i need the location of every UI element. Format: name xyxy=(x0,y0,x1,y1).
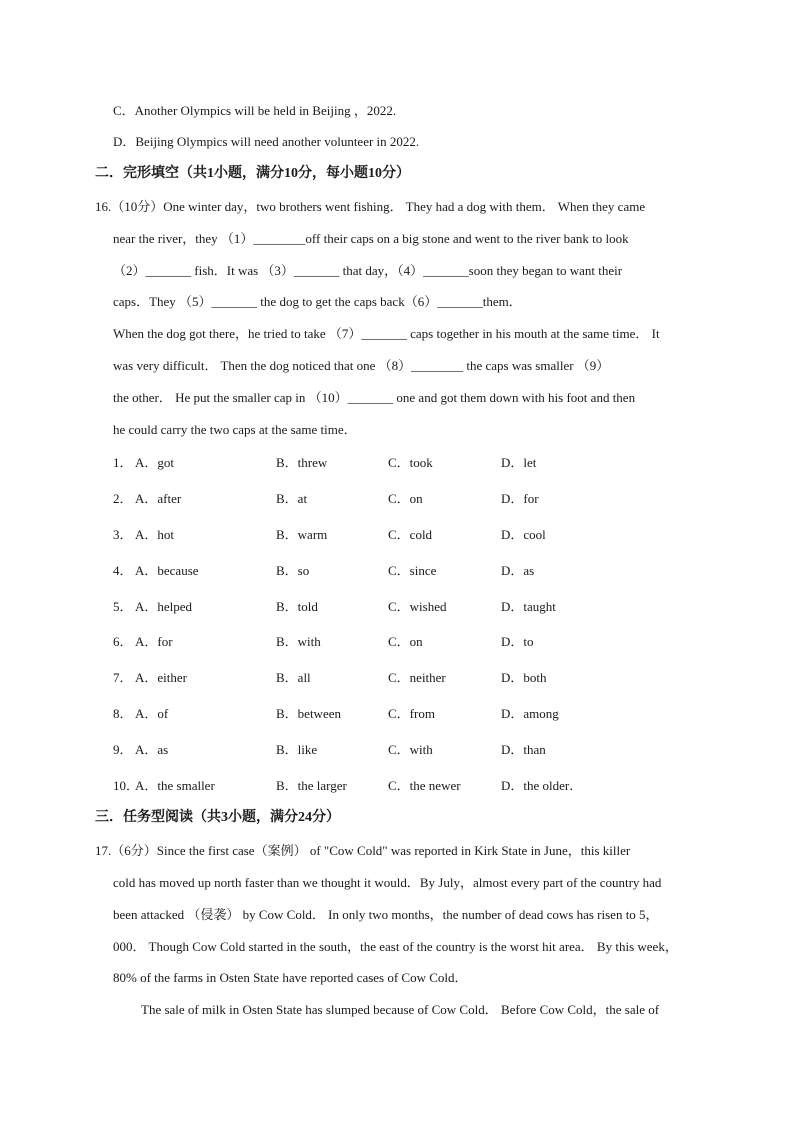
passage17-line: 80% of the farms in Osten State have reported cases of Cow Cold． xyxy=(113,970,468,985)
choice-a: A．after xyxy=(135,491,182,506)
passage16-line: near the river，they （1）________off their caps on a big stone and went to the river bank to look xyxy=(113,231,629,246)
choice-a: A．for xyxy=(135,634,173,649)
question-number: 10． xyxy=(113,778,140,793)
option-c-line: C．Another Olympics will be held in Beijing ，2022. xyxy=(113,103,397,118)
choice-b: B．the larger xyxy=(276,778,347,793)
choice-d: D．to xyxy=(501,634,534,649)
question-number: 2． xyxy=(113,491,133,506)
choice-b: B．with xyxy=(276,634,321,649)
choice-d: D．cool xyxy=(501,527,546,542)
choice-d: D．as xyxy=(501,563,535,578)
section2-heading: 二．完形填空（共1小题，满分10分，每小题10分） xyxy=(95,166,410,181)
choice-c: C．neither xyxy=(388,670,446,685)
choice-a: A．because xyxy=(135,563,199,578)
choice-c: C．cold xyxy=(388,527,433,542)
choice-b: B．so xyxy=(276,563,310,578)
question-number: 4． xyxy=(113,563,133,578)
choice-a: A．as xyxy=(135,742,169,757)
choice-a: A．helped xyxy=(135,599,193,614)
passage17-line: 000． Though Cow Cold started in the south，the east of the country is the worst hit area． By this week， xyxy=(113,939,678,954)
choice-c: C．on xyxy=(388,491,423,506)
passage16-line: caps．They （5）_______ the dog to get the caps back（6）_______them． xyxy=(113,294,522,309)
choice-b: B．threw xyxy=(276,455,328,470)
choice-c: C．the newer xyxy=(388,778,461,793)
question-number: 6． xyxy=(113,634,133,649)
choice-a: A．the smaller xyxy=(135,778,215,793)
passage16-line: When the dog got there，he tried to take （7）_______ caps together in his mouth at the same time． It xyxy=(113,326,660,341)
passage17-line: been attacked （侵袭） by Cow Cold． In only two months，the number of dead cows has risen to 5， xyxy=(113,907,659,922)
passage17-line: The sale of milk in Osten State has slumped because of Cow Cold． Before Cow Cold，the sale of xyxy=(141,1002,660,1017)
choice-d: D．than xyxy=(501,742,546,757)
choice-c: C．with xyxy=(388,742,433,757)
passage16-line: 16.（10分）One winter day，two brothers went fishing． They had a dog with them． When they came xyxy=(95,199,646,214)
choice-c: C．took xyxy=(388,455,433,470)
choice-a: A．either xyxy=(135,670,187,685)
question-number: 1． xyxy=(113,455,133,470)
passage16-line: （2）_______ fish．It was （3）_______ that day，（4）_______soon they began to want their xyxy=(113,263,623,278)
choice-b: B．between xyxy=(276,706,341,721)
choice-b: B．at xyxy=(276,491,308,506)
question-number: 3． xyxy=(113,527,133,542)
choice-d: D．for xyxy=(501,491,539,506)
choice-c: C．on xyxy=(388,634,423,649)
section3-heading: 三．任务型阅读（共3小题，满分24分） xyxy=(95,810,340,825)
passage16-line: was very difficult． Then the dog noticed that one （8）________ the caps was smaller （9） xyxy=(113,358,610,373)
question-number: 8． xyxy=(113,706,133,721)
choice-a: A．of xyxy=(135,706,169,721)
choice-a: A．got xyxy=(135,455,175,470)
choice-a: A．hot xyxy=(135,527,175,542)
choice-d: D．the older． xyxy=(501,778,583,793)
passage17-line: cold has moved up north faster than we thought it would．By July，almost every part of the country had xyxy=(113,875,662,890)
choice-b: B．told xyxy=(276,599,318,614)
choice-c: C．wished xyxy=(388,599,447,614)
choice-d: D．taught xyxy=(501,599,556,614)
option-d-line: D．Beijing Olympics will need another volunteer in 2022. xyxy=(113,134,420,149)
passage16-line: the other． He put the smaller cap in （10）_______ one and got them down with his foot and then xyxy=(113,390,636,405)
passage16-line: he could carry the two caps at the same time． xyxy=(113,422,357,437)
question-number: 7． xyxy=(113,670,133,685)
choice-d: D．among xyxy=(501,706,559,721)
choice-b: B．warm xyxy=(276,527,328,542)
choice-d: D．both xyxy=(501,670,547,685)
passage17-line: 17.（6分）Since the first case（案例） of "Cow Cold" was reported in Kirk State in June，this killer xyxy=(95,843,631,858)
question-number: 5． xyxy=(113,599,133,614)
question-number: 9． xyxy=(113,742,133,757)
choice-b: B．like xyxy=(276,742,318,757)
choice-c: C．since xyxy=(388,563,437,578)
choice-b: B．all xyxy=(276,670,311,685)
choice-d: D．let xyxy=(501,455,537,470)
choice-c: C．from xyxy=(388,706,435,721)
